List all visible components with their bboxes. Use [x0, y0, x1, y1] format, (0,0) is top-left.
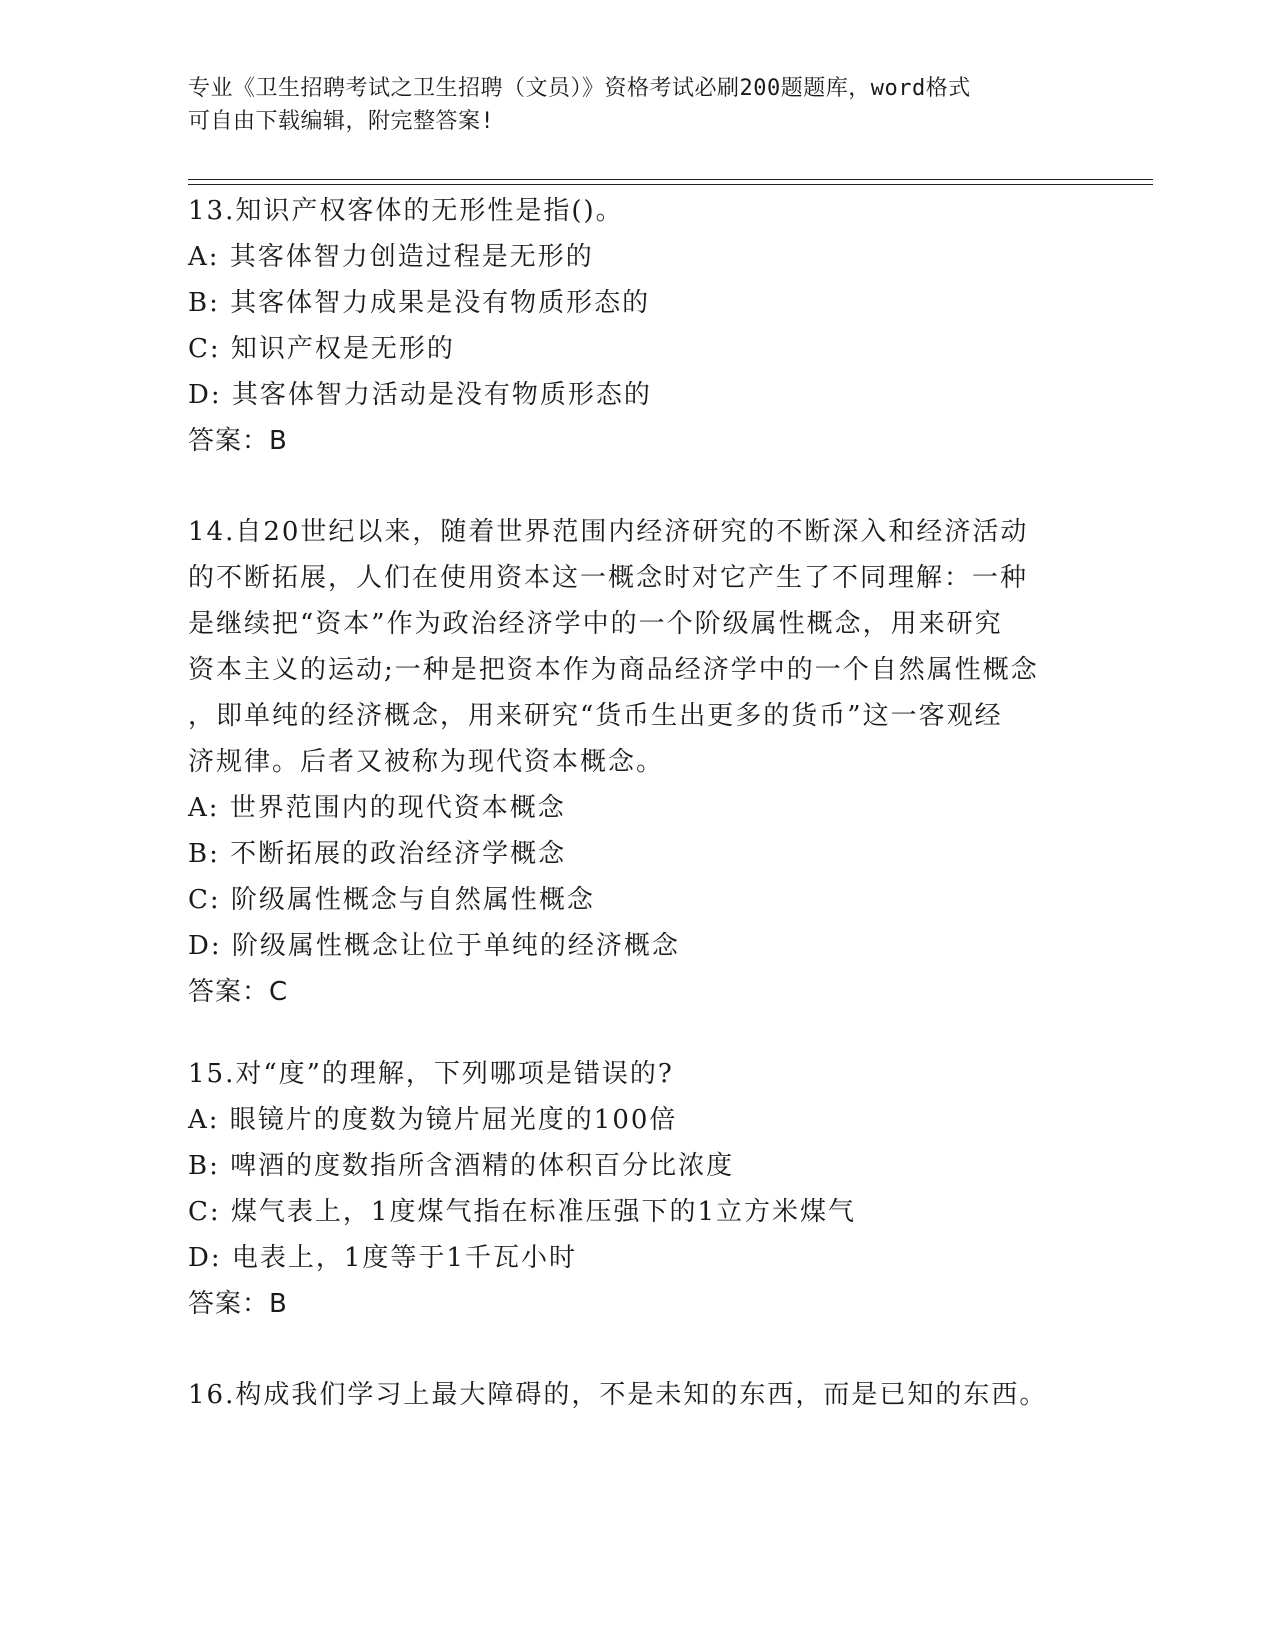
- option-c: C: 知识产权是无形的: [188, 334, 455, 364]
- option-b: B: 不断拓展的政治经济学概念: [188, 839, 567, 869]
- document-header: [188, 72, 1068, 138]
- option-a: A: 眼镜片的度数为镜片屈光度的100倍: [188, 1105, 678, 1135]
- option-c: C: 阶级属性概念与自然属性概念: [188, 885, 595, 915]
- question-stem-line: 的不断拓展，人们在使用资本这一概念时对它产生了不同理解：一种: [188, 563, 1029, 593]
- question-stem: 16.构成我们学习上最大障碍的，不是未知的东西，而是已知的东西。: [188, 1380, 1048, 1410]
- question-16: [188, 1372, 1068, 1418]
- question-spacer: [188, 1327, 1068, 1372]
- question-15: [188, 1051, 1068, 1327]
- option-b: B: 啤酒的度数指所含酒精的体积百分比浓度: [188, 1151, 735, 1181]
- option-c: C: 煤气表上，1度煤气指在标准压强下的1立方米煤气: [188, 1197, 857, 1227]
- question-stem-line: 济规律。后者又被称为现代资本概念。: [188, 747, 665, 777]
- question-stem-line: 14.自20世纪以来，随着世界范围内经济研究的不断深入和经济活动: [188, 517, 1029, 547]
- option-a: A: 世界范围内的现代资本概念: [188, 793, 566, 823]
- question-13: [188, 188, 1068, 464]
- option-d: D: 其客体智力活动是没有物质形态的: [188, 380, 652, 410]
- option-a: A: 其客体智力创造过程是无形的: [188, 242, 594, 272]
- question-stem-line: 是继续把“资本”作为政治经济学中的一个阶级属性概念，用来研究: [188, 609, 1003, 639]
- question-spacer: [188, 464, 1068, 509]
- question-stem: 13.知识产权客体的无形性是指()。: [188, 196, 624, 226]
- question-stem-line: 资本主义的运动;一种是把资本作为商品经济学中的一个自然属性概念: [188, 655, 1039, 685]
- question-list: [188, 188, 1068, 1418]
- option-d: D: 电表上，1度等于1千瓦小时: [188, 1243, 577, 1273]
- header-divider-top: [188, 179, 1153, 180]
- header-title-line-1: 专业《卫生招聘考试之卫生招聘（文员）》资格考试必刷200题题库，word格式: [188, 76, 971, 101]
- question-14: [188, 509, 1068, 1015]
- option-b: B: 其客体智力成果是没有物质形态的: [188, 288, 651, 318]
- answer: 答案：C: [188, 977, 289, 1007]
- question-stem-line: ，即单纯的经济概念，用来研究“货币生出更多的货币”这一客观经: [188, 701, 1003, 731]
- question-spacer: [188, 1015, 1068, 1051]
- header-title-line-2: 可自由下载编辑，附完整答案!: [188, 109, 495, 134]
- answer: 答案：B: [188, 1289, 288, 1319]
- option-d: D: 阶级属性概念让位于单纯的经济概念: [188, 931, 680, 961]
- question-stem: 15.对“度”的理解，下列哪项是错误的?: [188, 1059, 674, 1089]
- header-divider-bottom: [188, 184, 1153, 185]
- answer: 答案：B: [188, 426, 288, 456]
